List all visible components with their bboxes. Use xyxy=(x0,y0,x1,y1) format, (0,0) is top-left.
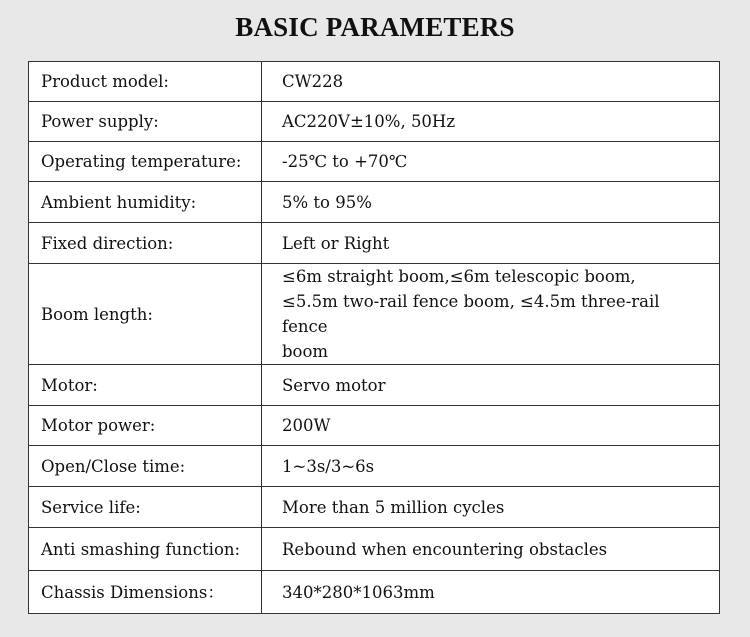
param-value: Rebound when encountering obstacles xyxy=(262,528,720,571)
param-value-line: boom xyxy=(282,342,329,361)
param-label: Operating temperature: xyxy=(29,142,262,182)
param-label: Chassis Dimensions： xyxy=(29,571,262,614)
param-label: Ambient humidity: xyxy=(29,182,262,223)
param-label: Open/Close time: xyxy=(29,446,262,487)
param-value: Left or Right xyxy=(262,223,720,264)
table-row xyxy=(29,142,720,182)
parameters-table xyxy=(28,61,720,614)
param-label: Motor: xyxy=(29,365,262,406)
param-label: Anti smashing function: xyxy=(29,528,262,571)
table-row xyxy=(29,365,720,406)
page-title: BASIC PARAMETERS xyxy=(235,12,515,42)
table-row xyxy=(29,223,720,264)
param-label: Fixed direction: xyxy=(29,223,262,264)
param-value: 200W xyxy=(262,406,720,446)
param-value: -25℃ to +70℃ xyxy=(262,142,720,182)
param-label: Boom length: xyxy=(29,264,262,365)
param-value: CW228 xyxy=(262,62,720,102)
param-value: 1~3s/3~6s xyxy=(262,446,720,487)
param-label: Motor power: xyxy=(29,406,262,446)
param-value: 340*280*1063mm xyxy=(262,571,720,614)
param-value: Servo motor xyxy=(262,365,720,406)
param-label: Product model: xyxy=(29,62,262,102)
param-value-line: ≤5.5m two-rail fence boom, ≤4.5m three-rail fence xyxy=(282,292,660,336)
param-label: Service life: xyxy=(29,487,262,528)
param-value xyxy=(262,264,720,365)
table-row xyxy=(29,406,720,446)
table-row xyxy=(29,264,720,365)
param-label: Power supply: xyxy=(29,102,262,142)
table-row xyxy=(29,487,720,528)
param-value: AC220V±10%, 50Hz xyxy=(262,102,720,142)
param-value: 5% to 95% xyxy=(262,182,720,223)
table-row xyxy=(29,62,720,102)
table-row xyxy=(29,446,720,487)
table-row xyxy=(29,571,720,614)
param-value-line: ≤6m straight boom,≤6m telescopic boom, xyxy=(282,267,636,286)
table-row xyxy=(29,102,720,142)
table-row xyxy=(29,528,720,571)
table-row xyxy=(29,182,720,223)
param-value: More than 5 million cycles xyxy=(262,487,720,528)
